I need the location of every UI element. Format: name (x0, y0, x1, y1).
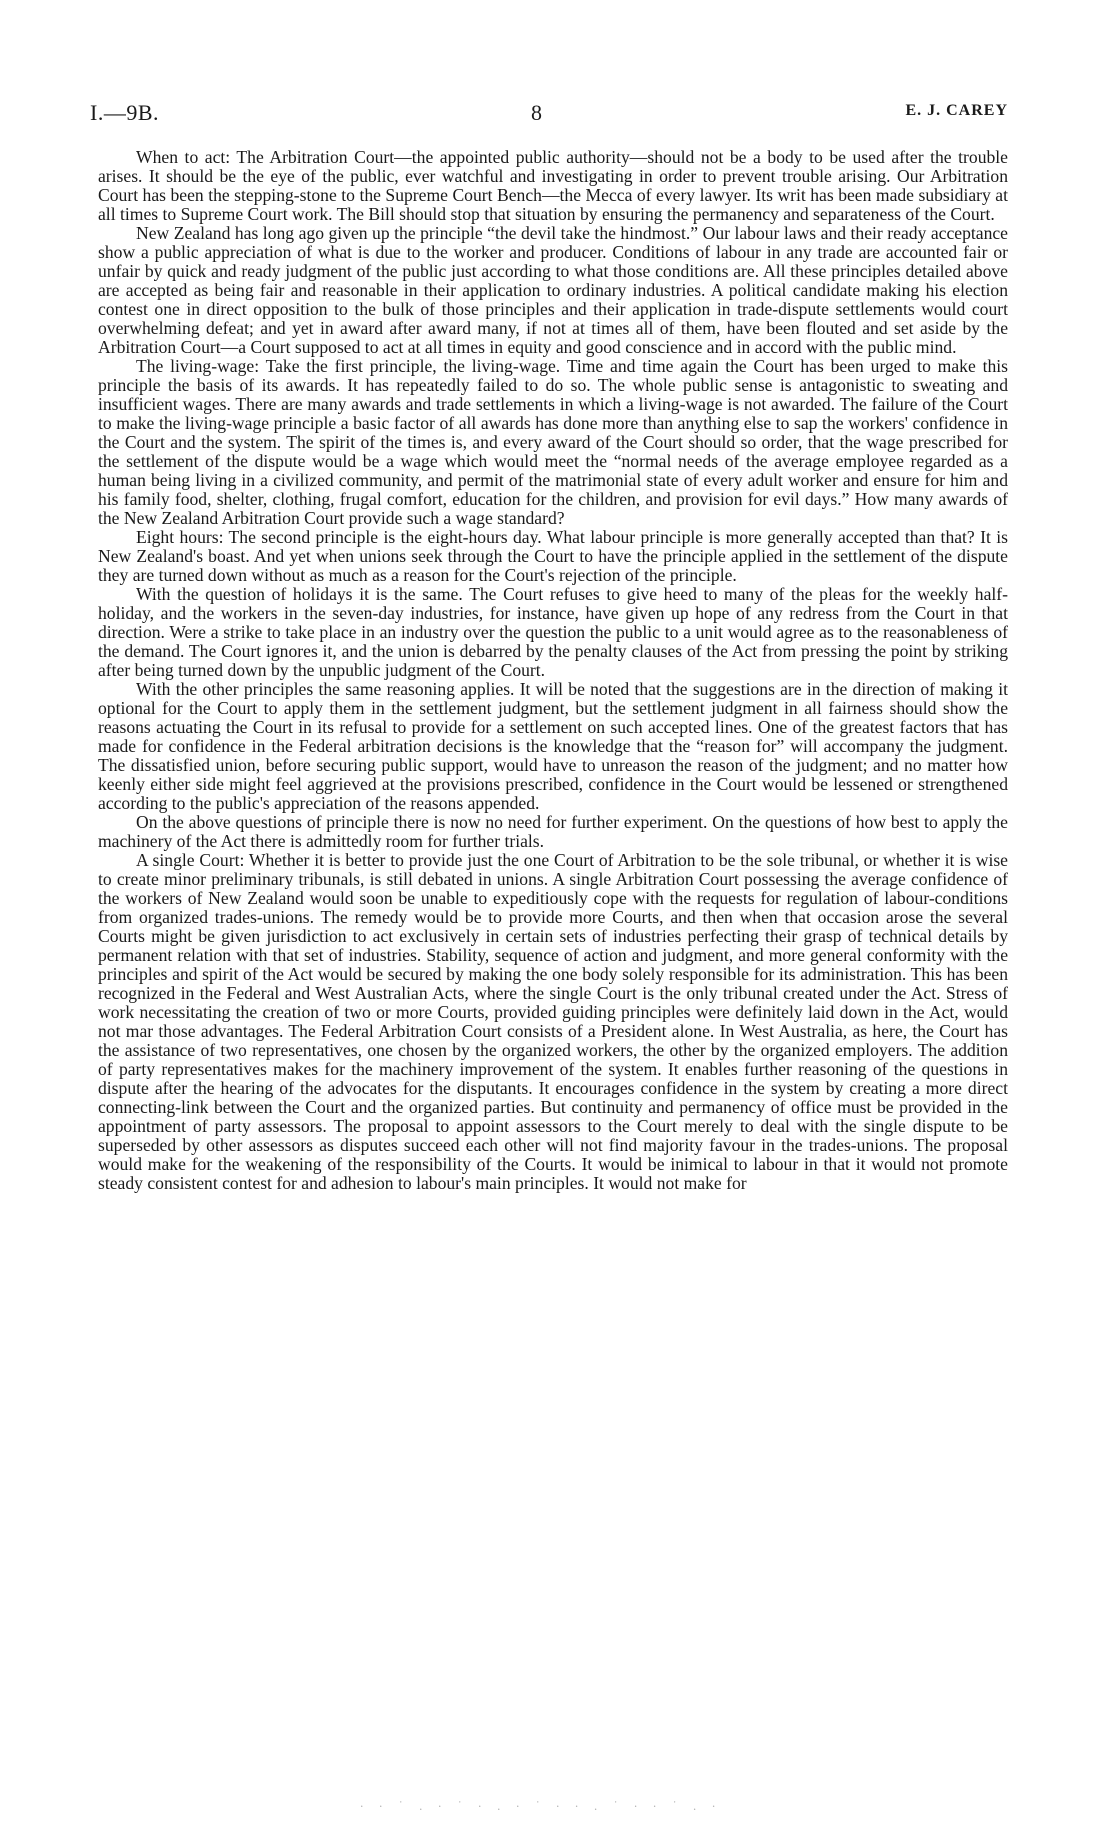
page-number: 8 (531, 100, 542, 125)
paragraph-holidays: With the question of holidays it is the same. The Court refuses to give heed to many of the pleas for the weekly half-holiday, and the workers in the seven-day industries, for instance, have given up hope of any redress from the Court in that direction. Were a strike to take place in an industry over the question the public to a unit would agree as to the reasonableness of the demand. The Court ignores it, and the union is debarred by the penalty clauses of the Act from pressing the point by striking after being turned down by the unpublic judgment of the Court. (98, 584, 1008, 680)
paragraph-other-principles: With the other principles the same reasoning applies. It will be noted that the suggestions are in the direction of making it optional for the Court to apply them in the settlement judgment, but the settlement judgment in all fairness should show the reasons actuating the Court in its refusal to provide for a settlement on such accepted lines. One of the greatest factors that has made for confidence in the Federal arbitration decisions is the knowledge that the “reason for” will accompany the judgment. The dissatisfied union, before securing public support, would have to unreason the reason of the judgment; and no matter how keenly either side might feel aggrieved at the provisions prescribed, confidence in the Court would be lessened or strengthened according to the public's appreciation of the reasons appended. (98, 679, 1008, 813)
paragraph-when-to-act: When to act: The Arbitration Court—the appointed public authority—should not be a body to be used after the trouble arises. It should be the eye of the public, ever watchful and investigating in order to prevent trouble arising. Our Arbitration Court has been the stepping-stone to the Supreme Court Bench—the Mecca of every lawyer. Its writ has been made subsidiary at all times to Supreme Court work. The Bill should stop that situation by ensuring the permanency and separateness of the Court. (98, 147, 1008, 224)
paragraph-living-wage: The living-wage: Take the first principle, the living-wage. Time and time again the Court has been urged to make this principle the basis of its awards. It has repeatedly failed to do so. The whole public sense is antagonistic to sweating and insufficient wages. There are many awards and trade settlements in which a living-wage is not awarded. The failure of the Court to make the living-wage principle a basic factor of all awards has done more than anything else to sap the workers' confidence in the Court and the system. The spirit of the times is, and every award of the Court should so order, that the wage prescribed for the settlement of the dispute would be a wage which would meet the “normal needs of the average employee regarded as a human being living in a civilized community, and permit of the matrimonial state of every adult worker and ensure for him and his family food, shelter, clothing, frugal comfort, education for the children, and provision for evil days.” How many awards of the New Zealand Arbitration Court provide such a wage standard? (98, 356, 1008, 528)
paragraph-single-court: A single Court: Whether it is better to provide just the one Court of Arbitration to be the sole tribunal, or whether it is wise to create minor preliminary tribunals, is still debated in unions. A single Arbitration Court possessing the average confidence of the workers of New Zealand would soon be unable to expeditiously cope with the requests for regulation of labour-conditions from organized trades-unions. The remedy would be to provide more Courts, and then when that occasion arose the several Courts might be given jurisdiction to act exclusively in certain sets of industries perfecting their grasp of technical details by permanent relation with that set of industries. Stability, sequence of action and judgment, and more general conformity with the principles and spirit of the Act would be secured by making the one body solely responsible for its administration. This has been recognized in the Federal and West Australian Acts, where the single Court is the only tribunal created under the Act. Stress of work necessitating the creation of two or more Courts, provided guiding principles were definitely laid down in the Act, would not mar those advantages. The Federal Arbitration Court consists of a President alone. In West Australia, as here, the Court has the assistance of two representatives, one chosen by the organized workers, the other by the organized employers. The addition of party representatives makes for the machinery improvement of the system. It enables further reasoning of the questions in dispute after the hearing of the advocates for the disputants. It encourages confidence in the system by creating a more direct connecting-link between the Court and the organized parties. But continuity and permanency of office must be provided in the appointment of party assessors. The proposal to appoint assessors to the Court merely to deal with the single dispute to be superseded by other assessors as disputes succeed each other will not find majority favour in the trades-unions. The proposal would make for the weakening of the responsibility of the Courts. It would be inimical to labour in that it would not promote steady consistent contest for and adhesion to labour's main principles. It would not make for (98, 850, 1008, 1193)
paragraph-further-trials: On the above questions of principle there is now no need for further experiment. On the questions of how best to apply the machinery of the Act there is admittedly room for further trials. (98, 812, 1008, 851)
series-reference: I.—9B. (90, 100, 159, 125)
page-header (90, 100, 1008, 130)
scan-specks: · · ˙ . · ˙ · . · ˙ · · . ˙ · · ˙ . · (360, 1800, 722, 1813)
author-name: E. J. CAREY (905, 102, 1008, 119)
paragraph-eight-hours: Eight hours: The second principle is the eight-hours day. What labour principle is more generally accepted than that? It is New Zealand's boast. And yet when unions seek through the Court to have the principle applied in the settlement of the dispute they are turned down without as much as a reason for the Court's rejection of the principle. (98, 527, 1008, 585)
paragraph-new-zealand-principles: New Zealand has long ago given up the principle “the devil take the hindmost.” Our labour laws and their ready acceptance show a public appreciation of what is due to the worker and producer. Conditions of labour in any trade are accounted fair or unfair by quick and ready judgment of the public just according to what those conditions are. All these principles detailed above are accepted as being fair and reasonable in their application to ordinary industries. A political candidate making his election contest one in direct opposition to the bulk of those principles and their application in trade-dispute settlements would court overwhelming defeat; and yet in award after award many, if not at times all of them, have been flouted and set aside by the Arbitration Court—a Court supposed to act at all times in equity and good conscience and in accord with the public mind. (98, 223, 1008, 357)
body-text (98, 148, 1008, 1193)
